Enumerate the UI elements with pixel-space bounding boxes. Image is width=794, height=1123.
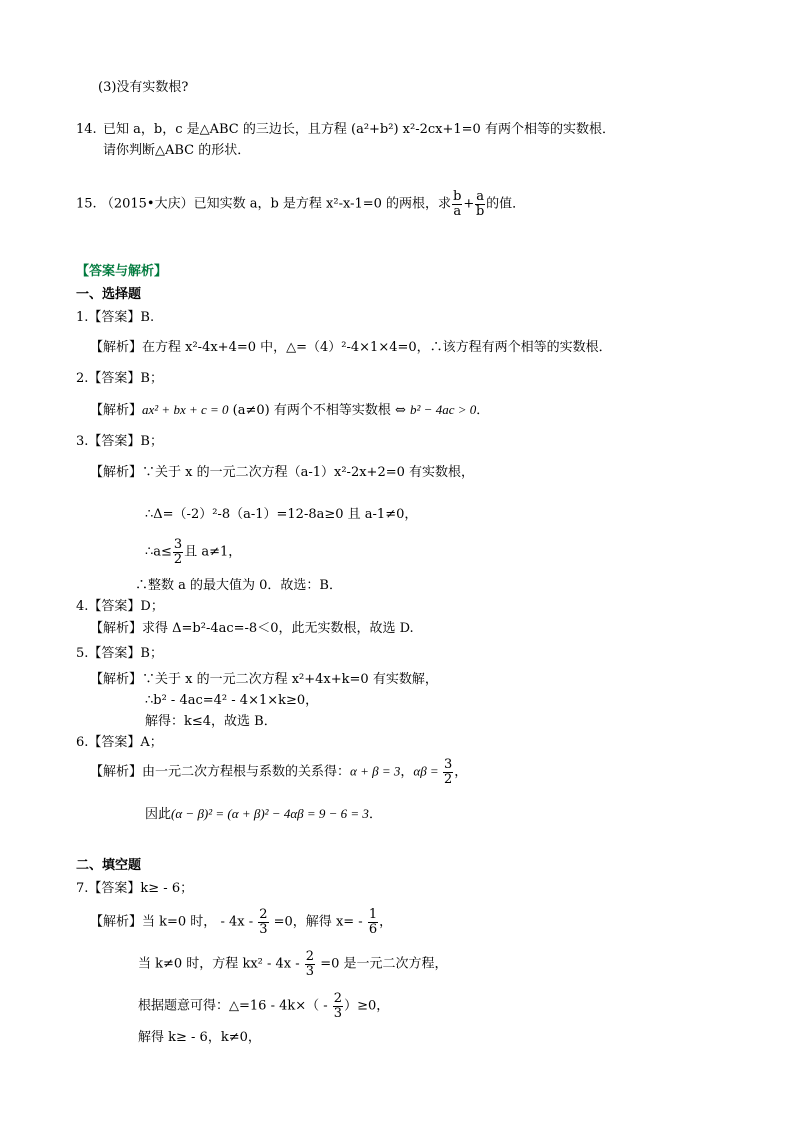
answers-title: 【答案与解析】: [76, 264, 168, 279]
a3-answer: 3.【答案】B；: [76, 434, 163, 449]
a1-explanation: 【解析】在方程 x²-4x+4=0 中，△=（4）²-4×1×4=0，∴该方程有两个相等的实数根．: [90, 340, 612, 355]
q15-fraction-a-over-b: $\frac{a}{b}$: [476, 189, 485, 219]
a5-explanation-3: 解得：k≤4，故选 B．: [145, 714, 277, 729]
a1-answer: 1.【答案】B.: [76, 310, 155, 325]
section-fill: 二、填空题: [76, 858, 142, 873]
a7-fraction-2: $\frac{1}{6}$: [368, 907, 378, 937]
q15-text: （2015•大庆）已知实数 a，b 是方程 x²-x-1=0 的两根，求: [100, 196, 452, 212]
a6-answer: 6.【答案】A；: [76, 735, 163, 750]
a7-answer: 7.【答案】k≥ - 6；: [76, 881, 194, 896]
a2-answer: 2.【答案】B；: [76, 371, 163, 386]
a5-answer: 5.【答案】B；: [76, 646, 163, 661]
q15: 15. （2015•大庆）已知实数 a，b 是方程 x²-x-1=0 的两根，求 $\frac{b}{a}$ + $\frac{a}{b}$ 的值．: [76, 189, 526, 219]
a7-fraction-3: $\frac{2}{3}$: [305, 949, 315, 979]
a3-explanation-1: 【解析】∵关于 x 的一元二次方程（a-1）x²-2x+2=0 有实数根，: [90, 465, 475, 480]
q15-fraction-b-over-a: $\frac{b}{a}$: [453, 189, 462, 219]
q15-number: 15.: [76, 196, 97, 212]
a6-explanation-1: 【解析】由一元二次方程根与系数的关系得：α + β = 3，αβ = $\frac{3}{2}$ ，: [90, 757, 468, 787]
a7-explanation-4: 解得 k≥ - 6，k≠0，: [138, 1030, 261, 1045]
q14-line2: 请你判断△ABC 的形状．: [103, 143, 251, 158]
a6-fraction: $\frac{3}{2}$: [443, 757, 453, 787]
a3-explanation-4: ∴整数 a 的最大值为 0．故选：B．: [135, 578, 342, 593]
section-choice: 一、选择题: [76, 287, 142, 302]
a7-fraction-1: $\frac{2}{3}$: [259, 907, 268, 937]
a3-fraction: $\frac{3}{2}$: [173, 537, 183, 567]
q14-line1: 已知 a，b，c 是△ABC 的三边长，且方程 (a²+b²) x²-2cx+1=0 有两个相等的实数根．: [103, 122, 615, 137]
a3-explanation-3: ∴a≤ $\frac{3}{2}$ 且 a≠1，: [145, 537, 242, 567]
a3-explanation-2: ∴Δ=（-2）²-8（a-1）=12-8a≥0 且 a-1≠0，: [145, 507, 418, 522]
q13-part3: (3)没有实数根?: [98, 80, 189, 95]
a2-explanation: 【解析】ax² + bx + c = 0 (a≠0) 有两个不相等实数根 ⇔ b² − 4ac > 0．: [90, 402, 490, 418]
a4-explanation: 【解析】求得 Δ=b²-4ac=-8＜0，此无实数根，故选 D.: [90, 621, 414, 636]
a7-explanation-2: 当 k≠0 时，方程 kx² - 4x - $\frac{2}{3}$ =0 是一元二次方程，: [138, 949, 448, 979]
a5-explanation-1: 【解析】∵关于 x 的一元二次方程 x²+4x+k=0 有实数解，: [90, 672, 438, 687]
a7-explanation-1: 【解析】当 k=0 时， - 4x - $\frac{2}{3}$ =0，解得 x= - $\frac{1}{6}$ ，: [90, 907, 393, 937]
a7-explanation-3: 根据题意可得：△=16 - 4k×（ - $\frac{2}{3}$ ）≥0，: [138, 991, 390, 1021]
a4-answer: 4.【答案】D；: [76, 599, 164, 614]
q14-number: 14.: [76, 122, 97, 137]
a7-fraction-4: $\frac{2}{3}$: [333, 991, 343, 1021]
a6-explanation-2: 因此(α − β)² = (α + β)² − 4αβ = 9 − 6 = 3．: [145, 806, 382, 822]
a5-explanation-2: ∴b² - 4ac=4² - 4×1×k≥0，: [145, 693, 319, 708]
